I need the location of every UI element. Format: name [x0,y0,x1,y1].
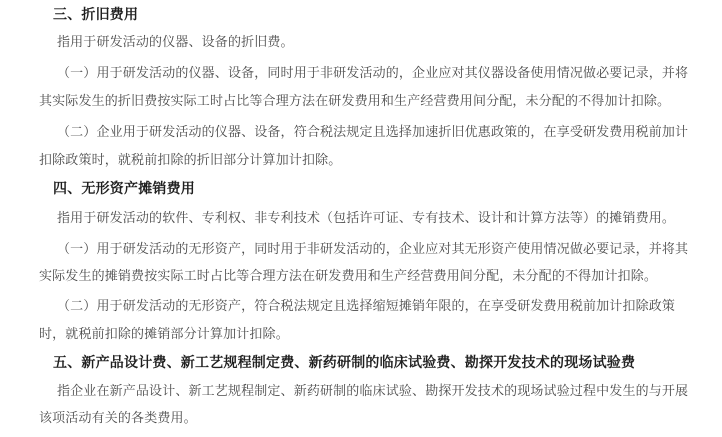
paragraph-line: 扣除政策时，就税前扣除的折旧部分计算加计扣除。 [39,153,342,168]
paragraph-line: 该项活动有关的各类费用。 [39,411,197,426]
paragraph-line: （一）用于研发活动的仪器、设备，同时用于非研发活动的，企业应对其仪器设备使用情况做必要记录，并将 [57,66,689,81]
section-heading-new-product-design: 五、新产品设计费、新工艺规程制定费、新药研制的临床试验费、勘探开发技术的现场试验费 [53,355,636,371]
paragraph-intro: 指用于研发活动的软件、专利权、非专利技术（包括许可证、专有技术、设计和计算方法等）的摊销费用。 [57,211,676,226]
paragraph-line: （二）企业用于研发活动的仪器、设备，符合税法规定且选择加速折旧优惠政策的，在享受研发费用税前加计 [57,125,689,140]
paragraph-line: 时，就税前扣除的摊销部分计算加计扣除。 [39,327,289,342]
paragraph-line: （二）用于研发活动的无形资产，符合税法规定且选择缩短摊销年限的，在享受研发费用税前加计扣除政策 [57,299,676,314]
paragraph-intro: 指用于研发活动的仪器、设备的折旧费。 [57,35,294,50]
paragraph-line: 实际发生的摊销费按实际工时占比等合理方法在研发费用和生产经营费用间分配，未分配的不得加计扣除。 [39,269,658,284]
paragraph-line: 其实际发生的折旧费按实际工时占比等合理方法在研发费用和生产经营费用间分配，未分配的不得加计扣除。 [39,94,671,109]
section-heading-depreciation: 三、折旧费用 [53,7,139,23]
paragraph-line: （一）用于研发活动的无形资产，同时用于非研发活动的，企业应对其无形资产使用情况做必要记录，并将其 [57,242,689,257]
section-heading-intangible-amortization: 四、无形资产摊销费用 [53,181,195,197]
paragraph-line: 指企业在新产品设计、新工艺规程制定、新药研制的临床试验、勘探开发技术的现场试验过程中发生的与开展 [57,384,689,399]
